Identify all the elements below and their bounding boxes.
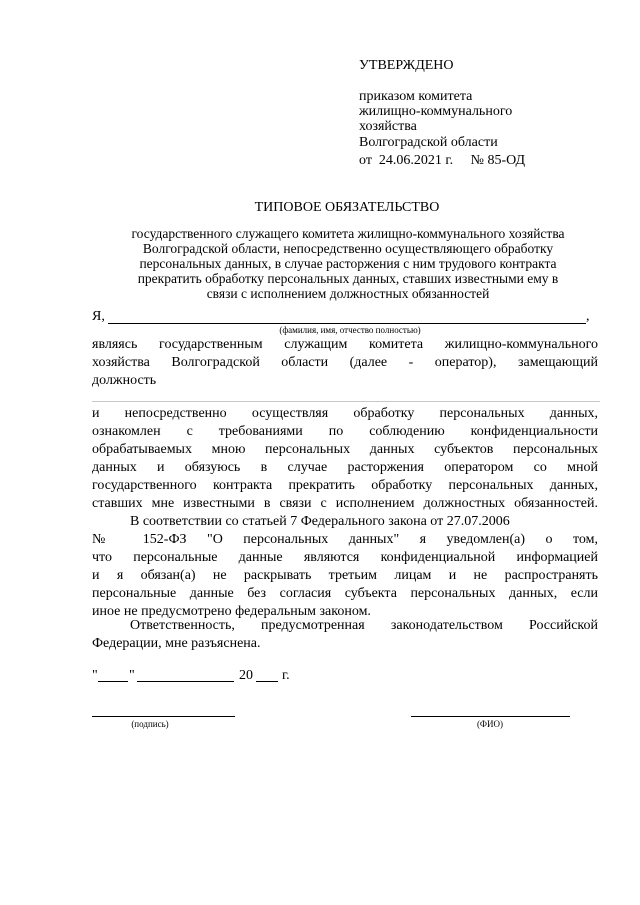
paragraph-line: В соответствии со статьей 7 Федерального закона от 27.07.2006 (130, 514, 510, 529)
document-title: ТИПОВОЕ ОБЯЗАТЕЛЬСТВО (254, 200, 440, 215)
date-quote-open: " (92, 668, 98, 683)
approval-heading: УТВЕРЖДЕНО (359, 58, 454, 73)
date-month-field[interactable] (137, 668, 234, 682)
subtitle-line: связи с исполнением должностных обязанностей (206, 286, 490, 301)
subtitle-line: государственного служащего комитета жилищно-коммунального хозяйства (131, 226, 565, 241)
paragraph-line: данных и обязуюсь в случае расторжения оператором со мной (92, 460, 598, 475)
paragraph-line: иное не предусмотрено федеральным законом. (92, 604, 371, 619)
paragraph-line: ознакомлен с требованиями по соблюдению конфиденциальности (92, 424, 598, 439)
paragraph-line: что персональные данные являются конфиденциальной информацией (92, 550, 598, 565)
approval-order-line: Волгоградской области (359, 135, 498, 150)
full-name-field[interactable] (108, 310, 586, 324)
paragraph-line: персональные данные без согласия субъекта персональных данных, если (92, 586, 598, 601)
paragraph-line: и непосредственно осуществляя обработку персональных данных, (92, 406, 598, 421)
subtitle-line: Волгоградской области, непосредственно осуществляющего обработку (142, 241, 554, 256)
paragraph-line: Федерации, мне разъяснена. (92, 636, 261, 651)
paragraph-line: № 152-ФЗ "О персональных данных" я уведомлен(а) о том, (92, 532, 598, 547)
paragraph-line: Ответственность, предусмотренная законодательством Российской (130, 618, 598, 633)
signature-hint: (подпись) (131, 719, 169, 729)
paragraph-line: должность (92, 373, 157, 388)
date-year-prefix: 20 (239, 668, 253, 683)
approval-order-line: жилищно-коммунального (359, 104, 513, 119)
date-year-field[interactable] (256, 668, 278, 682)
paragraph-line: ставших мне известными в связи с исполнением должностных обязанностей. (92, 496, 598, 511)
subtitle-line: персональных данных, в случае расторжения с ним трудового контракта (139, 256, 557, 271)
name-comma: , (586, 309, 590, 324)
paragraph-notification (92, 514, 598, 622)
fio-hint: (ФИО) (476, 719, 504, 729)
paragraph-line: обрабатываемых мною персональных данных субъектов персональных (92, 442, 598, 457)
position-field[interactable] (92, 401, 600, 402)
date-day-field[interactable] (98, 668, 128, 682)
paragraph-line: хозяйства Волгоградской области (далее - оператор), замещающий (92, 355, 598, 370)
paragraph-line: являясь государственным служащим комитета жилищно-коммунального (92, 337, 598, 352)
date-suffix: г. (282, 668, 290, 683)
fio-field[interactable] (411, 716, 570, 717)
paragraph-line: государственного контракта прекратить обработку персональных данных, (92, 478, 598, 493)
i-label: Я, (92, 309, 105, 324)
document-subtitle (90, 226, 606, 301)
approval-order-line: приказом комитета (359, 89, 473, 104)
signature-field[interactable] (92, 716, 235, 717)
paragraph-obligation (92, 406, 598, 514)
subtitle-line: прекратить обработку персональных данных, ставших известными ему в (137, 271, 559, 286)
paragraph-line: и я обязан(а) не раскрывать третьим лицам и не распространять (92, 568, 598, 583)
paragraph-employment (92, 337, 598, 391)
approval-order-line: хозяйства (359, 119, 417, 134)
approval-date-line: от 24.06.2021 г. № 85-ОД (359, 153, 526, 168)
name-hint: (фамилия, имя, отчество полностью) (279, 325, 421, 335)
paragraph-responsibility (92, 618, 598, 654)
date-quote-close: " (129, 668, 135, 683)
